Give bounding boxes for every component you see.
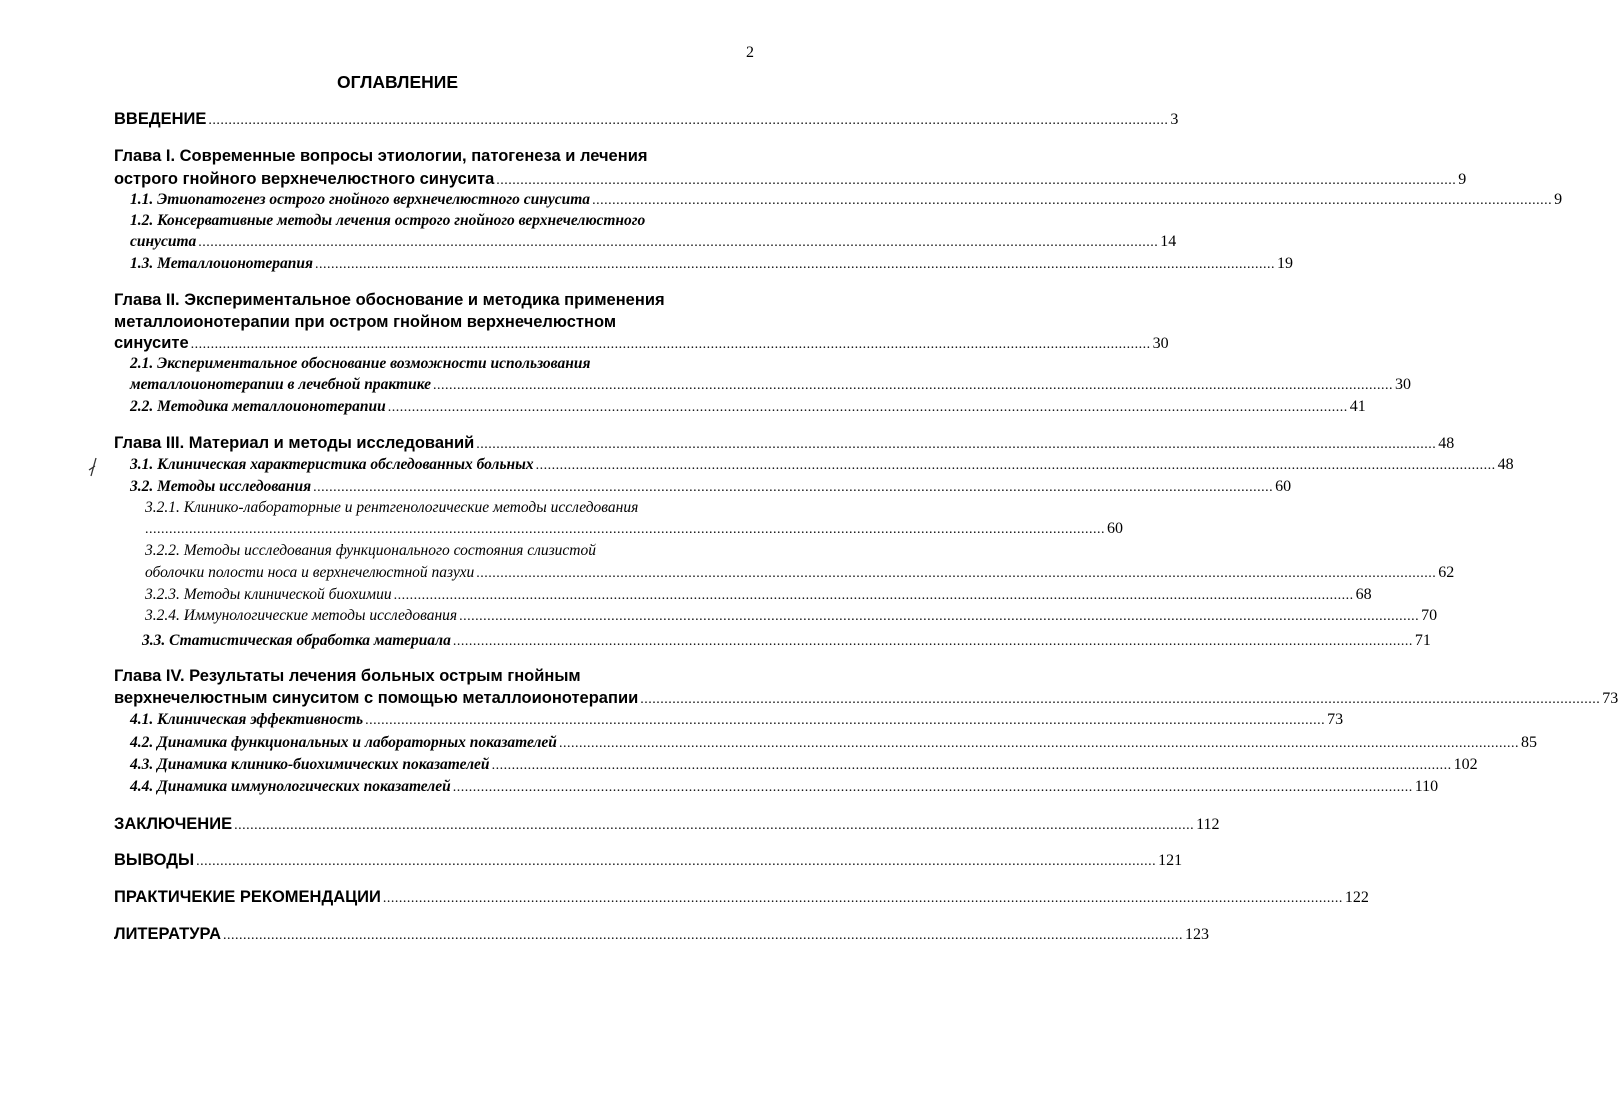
toc-entry-2-2[interactable]: 2.2. Методика металлоионотерапии ................................................................................................................................................................................................................................................ 41 — [130, 398, 1366, 415]
toc-entry-3-2-3[interactable]: 3.2.3. Методы клинической биохимии ................................................................................................................................................................................................................................................ 68 — [145, 586, 1372, 603]
toc-entry-3-2-1-title: 3.2.1. Клинико-лабораторные и рентгенологические методы исследования — [145, 499, 639, 516]
toc-entry-4-2[interactable]: 4.2. Динамика функциональных и лабораторных показателей ................................................................................................................................................................................................................................................ 85 — [130, 734, 1537, 751]
toc-chapter-2-title-line2: металлоионотерапии при остром гнойном верхнечелюстном — [114, 313, 617, 331]
toc-entry-1-1[interactable]: 1.1. Этиопатогенез острого гнойного верхнечелюстного синусита ................................................................................................................................................................................................................................................ 9 — [130, 191, 1563, 208]
toc-chapter-1-title: Глава I. Современные вопросы этиологии, патогенеза и лечения — [114, 147, 648, 165]
toc-entry-3-2-2[interactable]: оболочки полости носа и верхнечелюстной пазухи ................................................................................................................................................................................................................................................ 62 — [145, 564, 1455, 581]
toc-chapter-4-title: Глава IV. Результаты лечения больных острым гнойным — [114, 667, 581, 685]
toc-entry-chapter-2[interactable]: синусите ................................................................................................................................................................................................................................................ 30 — [114, 334, 1169, 352]
toc-entry-literature[interactable]: ЛИТЕРАТУРА ................................................................................................................................................................................................................................................ 123 — [114, 925, 1209, 943]
page-number: 2 — [746, 44, 754, 61]
toc-entry-chapter-1[interactable]: острого гнойного верхнечелюстного синусита ................................................................................................................................................................................................................................................ 9 — [114, 170, 1467, 188]
toc-entry-2-1[interactable]: металлоионотерапии в лечебной практике ................................................................................................................................................................................................................................................ 30 — [130, 376, 1412, 393]
toc-entry-2-1-title: 2.1. Экспериментальное обоснование возможности использования — [130, 355, 591, 372]
toc-entry-3-2-4[interactable]: 3.2.4. Иммунологические методы исследования ................................................................................................................................................................................................................................................ 70 — [145, 607, 1438, 624]
toc-entry-intro[interactable]: ВВЕДЕНИЕ ................................................................................................................................................................................................................................................ 3 — [114, 110, 1179, 128]
toc-entry-1-2[interactable]: синусита ................................................................................................................................................................................................................................................ 14 — [130, 233, 1177, 250]
toc-entry-1-2-title: 1.2. Консервативные методы лечения острого гнойного верхнечелюстного — [130, 212, 646, 229]
toc-entry-3-2[interactable]: 3.2. Методы исследования ................................................................................................................................................................................................................................................ 60 — [130, 478, 1292, 495]
toc-entry-3-2-2-title: 3.2.2. Методы исследования функционального состояния слизистой — [145, 542, 596, 559]
toc-entry-chapter-4[interactable]: верхнечелюстным синуситом с помощью металлоионотерапии ................................................................................................................................................................................................................................................ 73 — [114, 689, 1618, 707]
toc-entry-3-2-1[interactable]: ................................................................................................................................................................................................................................................ 60 — [145, 520, 1123, 537]
toc-entry-conclusion[interactable]: ЗАКЛЮЧЕНИЕ ................................................................................................................................................................................................................................................ 112 — [114, 815, 1220, 833]
toc-entry-chapter-3[interactable]: Глава III. Материал и методы исследований ................................................................................................................................................................................................................................................ 48 — [114, 434, 1455, 452]
toc-entry-recommendations[interactable]: ПРАКТИЧЕКИЕ РЕКОМЕНДАЦИИ ................................................................................................................................................................................................................................................ 122 — [114, 888, 1369, 906]
toc-entry-3-3[interactable]: 3.3. Статистическая обработка материала ................................................................................................................................................................................................................................................ 71 — [142, 632, 1431, 649]
toc-entry-4-4[interactable]: 4.4. Динамика иммунологических показателей ................................................................................................................................................................................................................................................ 110 — [130, 778, 1439, 795]
toc-chapter-2-title-line1: Глава II. Экспериментальное обоснование и методика применения — [114, 291, 665, 309]
toc-entry-4-3[interactable]: 4.3. Динамика клинико-биохимических показателей ................................................................................................................................................................................................................................................ 102 — [130, 756, 1478, 773]
pencil-mark-icon — [86, 456, 100, 478]
toc-entry-1-3[interactable]: 1.3. Металлоионотерапия ................................................................................................................................................................................................................................................ 19 — [130, 255, 1294, 272]
toc-entry-findings[interactable]: ВЫВОДЫ ................................................................................................................................................................................................................................................ 121 — [114, 851, 1183, 869]
toc-entry-4-1[interactable]: 4.1. Клиническая эффективность ................................................................................................................................................................................................................................................ 73 — [130, 711, 1344, 728]
toc-entry-3-1[interactable]: 3.1. Клиническая характеристика обследованных больных ................................................................................................................................................................................................................................................ 48 — [130, 456, 1514, 473]
toc-title: ОГЛАВЛЕНИЕ — [336, 72, 459, 92]
